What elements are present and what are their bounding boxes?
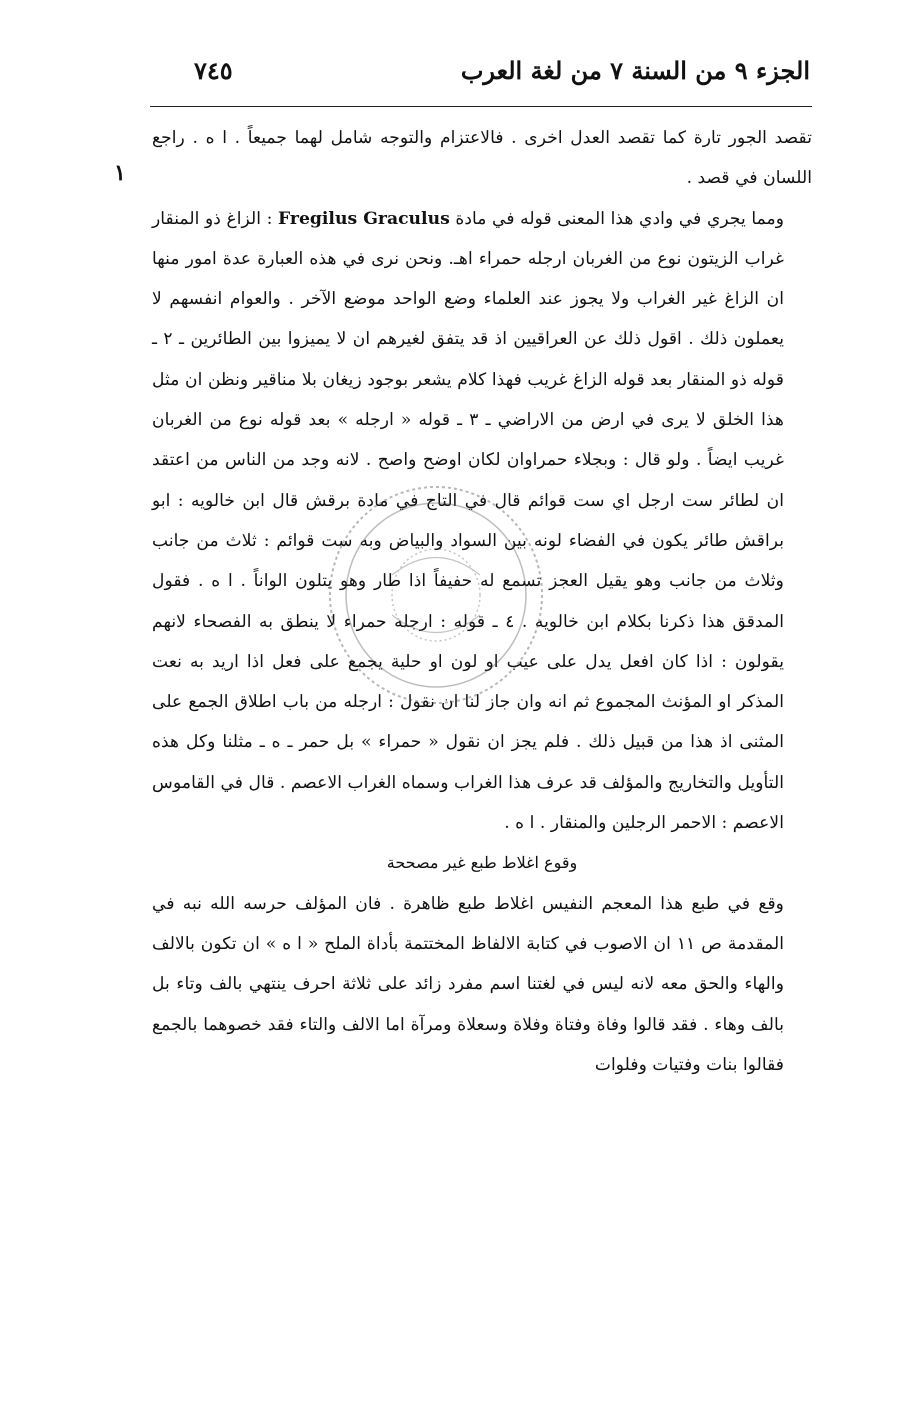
paragraph: وقع في طبع هذا المعجم النفيس اغلاط طبع ظاهرة . فان المؤلف حرسه الله نبه في المقدمة ص ١١ ان الاصوب في كتابة الالفاظ المختتمة بأداة الملح « ا ه » ان تكون بالالف والهاء والحق معه لانه ليس في لغتنا اسم مفرد زائد على ثلاثة احرف ينتهي بالف وتاء بل بالف وهاء . فقد قالوا وفاة وفتاة وفلاة وسعلاة ومرآة اما الالف والتاء فقد خصوهما بالجمع فقالوا بنات وفتيات وفلوات	[152, 893, 784, 1075]
paragraph-text: ومما يجري في وادي هذا المعنى قوله في مادة	[455, 208, 785, 229]
page-number: ٧٤٥	[194, 56, 233, 85]
latin-term: Fregilus Graculus	[277, 208, 450, 229]
paragraph-text: : الزاغ ذو المنقار غراب الزيتون نوع من الغربان ارجله حمراء اهـ. ونحن نرى في هذه العبارة عدة امور منها ان الزاغ غير الغراب ولا يجوز عند العلماء وضع الواحد موضع الآخر . والعوام انفسهم لا يعملون ذلك . اقول ذلك عن العراقيين اذ قد يتفق لغيرهم ان لا يميزوا بين الطائرين ـ ٢ ـ قوله ذو المنقار بعد قوله الزاغ غريب فهذا كلام يشعر بوجود زيغان بلا مناقير ونظن ان مثل هذا الخلق لا يرى في ارض من الاراضي ـ ٣ ـ قوله « ارجله » بعد قوله نوع من الغربان غريب ايضاً . ولو قال : وبجلاء حمراوان لكان اوضح واصح . لانه وجد من الناس من اعتقد ان لطائر ست ارجل اي ست قوائم قال في التاج في مادة برقش قال ابن خالويه : ابو براقش طائر يكون في الفضاء لونه بين السواد والبياض وبه ست قوائم : ثلاث من جانب وثلاث من جانب وهو يقيل العجز تسمع له حفيفاً اذا طار وهو يتلون الواناً . ا ه . فقول المدقق هذا ذكرنا بكلام ابن خالويه . ٤ ـ قوله : ارجله حمراء لا ينطق به الفصحاء لانهم يقولون : اذا كان افعل يدل على عيب او لون او حلية يجمع على فعل اذا اريد به نعت المذكر او المؤنث المجموع ثم انه وان جاز لنا ان نقول : ارجله من باب اطلاق الجمع على المثنى اذ هذا من قبيل ذلك . فلم يجز ان نقول « حمراء » بل حمر ـ ه ـ مثلنا وكل هذه التأويل والتخاريج والمؤلف قد عرف هذا الغراب وسماه الغراب الاعصم . قال في القاموس الاعصم : الاحمر الرجلين والمنقار . ا ه .	[152, 208, 784, 834]
margin-mark: ١	[114, 160, 126, 186]
paragraph: تقصد الجور تارة كما تقصد العدل اخرى . فالاعتزام والتوجه شامل لهما جميعاً . ا ه . راجع اللسان في قصد .	[152, 128, 812, 189]
header-rule	[150, 106, 812, 107]
body-text	[152, 118, 812, 1085]
running-title: الجزء ٩ من السنة ٧ من لغة العرب	[460, 56, 810, 85]
page-header	[150, 48, 810, 100]
paragraph	[152, 199, 812, 844]
section-heading: وقوع اغلاط طبع غير مصححة	[386, 853, 578, 873]
